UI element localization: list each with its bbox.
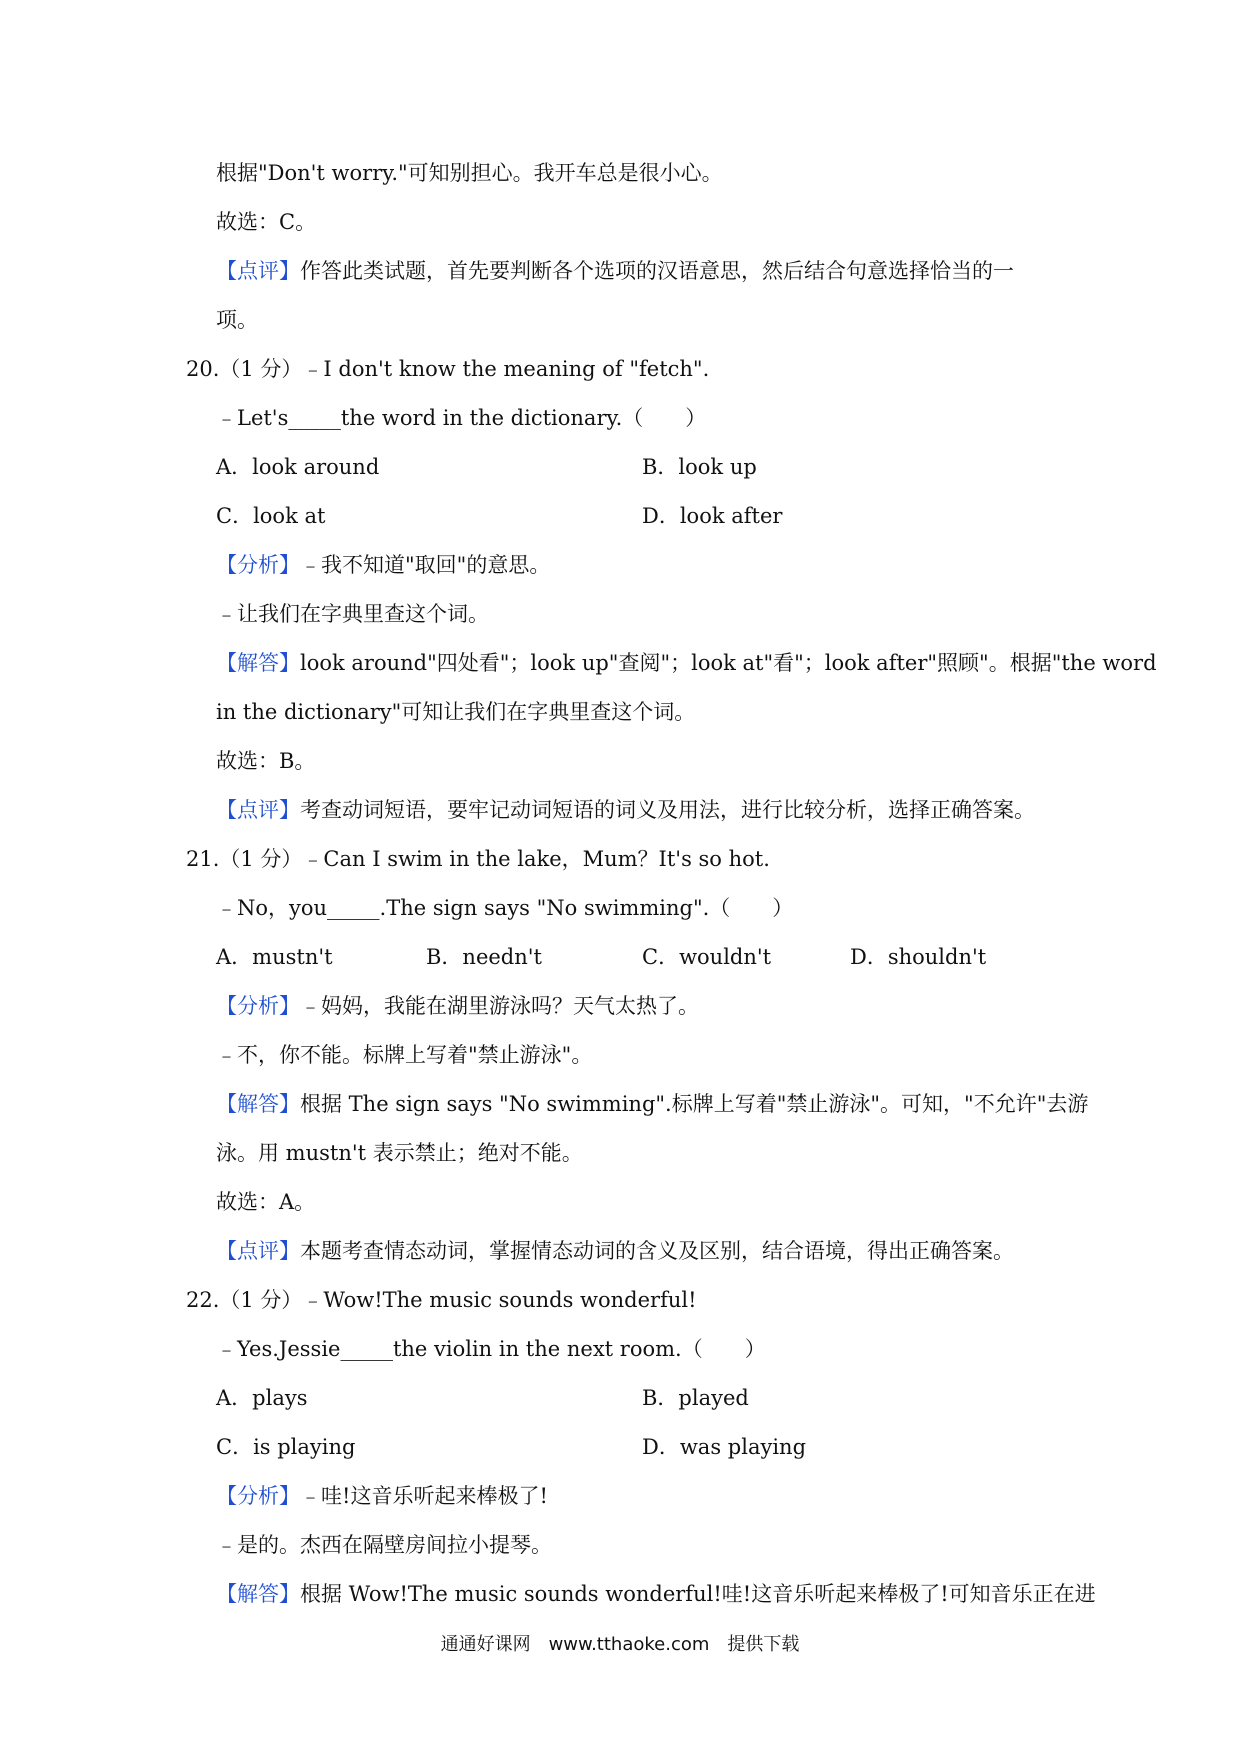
q19-review-text: 作答此类试题，首先要判断各个选项的汉语意思，然后结合句意选择恰当的一 bbox=[300, 259, 1014, 283]
q20-review-text: 考查动词短语，要牢记动词短语的词义及用法，进行比较分析，选择正确答案。 bbox=[300, 798, 1035, 822]
q22-option-c: C．is playing bbox=[216, 1435, 356, 1459]
q22-analysis-cont: ﹣是的。杰西在隔壁房间拉小提琴。 bbox=[216, 1533, 552, 1557]
q22-answer bbox=[216, 1579, 1096, 1609]
q21-analysis-cont: ﹣不，你不能。标牌上写着"禁止游泳"。 bbox=[216, 1043, 593, 1067]
q21-option-d: D．shouldn't bbox=[850, 945, 987, 969]
q19-explanation: 根据"Don't worry."可知别担心。我开车总是很小心。 bbox=[216, 161, 723, 185]
q20-line2: ﹣Let's_____the word in the dictionary.（ ） bbox=[216, 406, 707, 430]
page-footer: 通通好课网 www.tthaoke.com 提供下载 bbox=[440, 1634, 800, 1655]
q22-option-a: A．plays bbox=[216, 1386, 308, 1410]
q22-answer-text: 根据 Wow!The music sounds wonderful!哇!这音乐听起来棒极了!可知音乐正在进 bbox=[300, 1582, 1096, 1606]
q21-review-text: 本题考查情态动词，掌握情态动词的含义及区别，结合语境，得出正确答案。 bbox=[300, 1239, 1014, 1263]
q21-answer bbox=[216, 1089, 1088, 1119]
q22-stem: 22.（1 分）﹣Wow!The music sounds wonderful! bbox=[186, 1288, 697, 1312]
q20-choice: 故选：B。 bbox=[216, 749, 316, 773]
q22-analysis-text: ﹣哇!这音乐听起来棒极了! bbox=[300, 1484, 548, 1508]
analysis-tag: 【分析】 bbox=[216, 1484, 300, 1508]
q20-answer bbox=[216, 648, 1157, 678]
q20-option-c: C．look at bbox=[216, 504, 326, 528]
q21-analysis-text: ﹣妈妈，我能在湖里游泳吗？天气太热了。 bbox=[300, 994, 699, 1018]
q20-option-a: A．look around bbox=[216, 455, 380, 479]
q22-option-b: B．played bbox=[642, 1386, 749, 1410]
q22-line2: ﹣Yes.Jessie_____the violin in the next room.（ ） bbox=[216, 1337, 766, 1361]
q20-stem: 20.（1 分）﹣I don't know the meaning of "fetch". bbox=[186, 357, 710, 381]
q21-answer-text: 根据 The sign says "No swimming".标牌上写着"禁止游泳"。可知，"不允许"去游 bbox=[300, 1092, 1089, 1116]
analysis-tag: 【分析】 bbox=[216, 553, 300, 577]
q19-review bbox=[216, 256, 1014, 286]
q20-analysis-text: ﹣我不知道"取回"的意思。 bbox=[300, 553, 551, 577]
q21-analysis bbox=[216, 991, 699, 1021]
q21-stem: 21.（1 分）﹣Can I swim in the lake，Mum？It's so hot. bbox=[186, 847, 770, 871]
answer-tag: 【解答】 bbox=[216, 651, 300, 675]
q21-option-c: C．wouldn't bbox=[642, 945, 772, 969]
analysis-tag: 【分析】 bbox=[216, 994, 300, 1018]
q19-choice: 故选：C。 bbox=[216, 210, 317, 234]
q21-option-a: A．mustn't bbox=[216, 945, 333, 969]
q20-option-b: B．look up bbox=[642, 455, 757, 479]
q20-analysis-cont: ﹣让我们在字典里查这个词。 bbox=[216, 602, 489, 626]
q19-review-cont: 项。 bbox=[216, 308, 258, 332]
q20-option-d: D．look after bbox=[642, 504, 783, 528]
q22-option-d: D．was playing bbox=[642, 1435, 807, 1459]
review-tag: 【点评】 bbox=[216, 798, 300, 822]
q21-answer-cont: 泳。用 mustn't 表示禁止；绝对不能。 bbox=[216, 1141, 583, 1165]
q20-answer-text: look around"四处看"；look up"查阅"；look at"看"；look after"照顾"。根据"the word bbox=[300, 651, 1157, 675]
q21-choice: 故选：A。 bbox=[216, 1190, 316, 1214]
q21-review bbox=[216, 1236, 1014, 1266]
q20-analysis bbox=[216, 550, 550, 580]
q20-answer-cont: in the dictionary"可知让我们在字典里查这个词。 bbox=[216, 700, 696, 724]
q21-option-b: B．needn't bbox=[426, 945, 542, 969]
answer-tag: 【解答】 bbox=[216, 1092, 300, 1116]
q20-review bbox=[216, 795, 1035, 825]
review-tag: 【点评】 bbox=[216, 259, 300, 283]
q22-analysis bbox=[216, 1481, 548, 1511]
q21-line2: ﹣No，you_____.The sign says "No swimming".（ ） bbox=[216, 896, 794, 920]
review-tag: 【点评】 bbox=[216, 1239, 300, 1263]
answer-tag: 【解答】 bbox=[216, 1582, 300, 1606]
